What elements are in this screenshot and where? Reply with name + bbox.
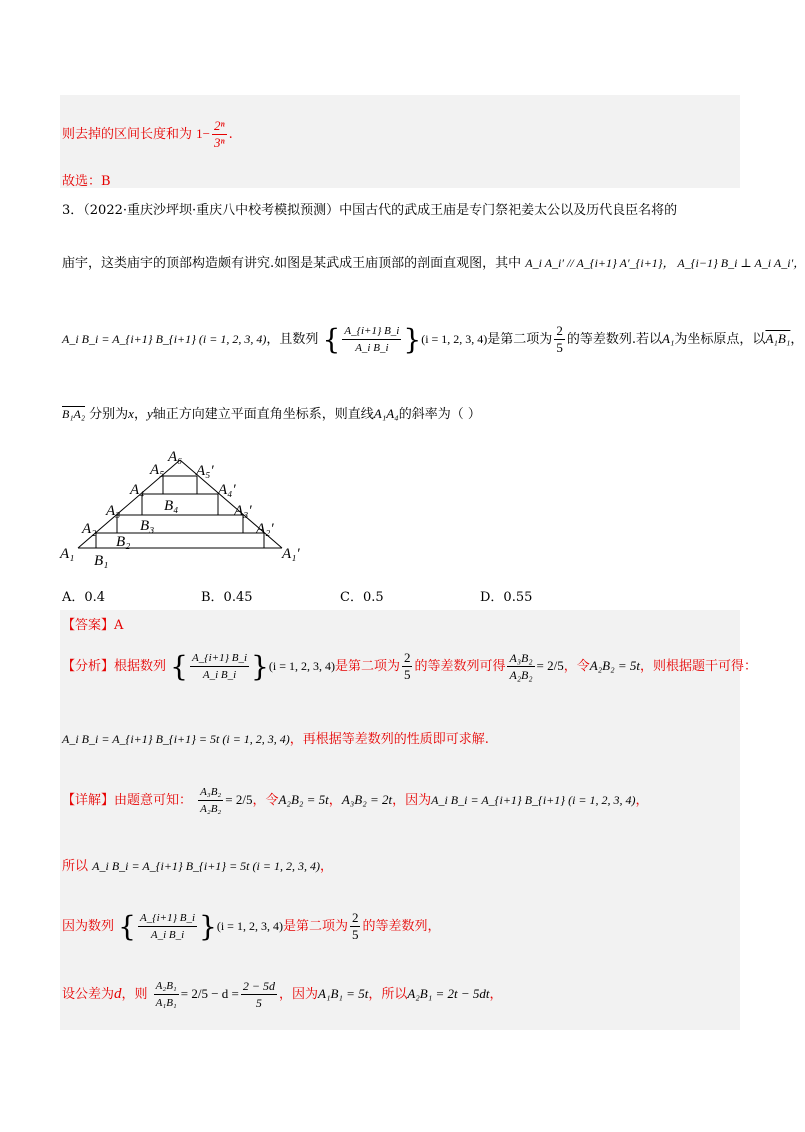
label-a4p: A₄′ [218, 482, 236, 498]
label-b4: B₄ [164, 498, 179, 514]
label-a1p: A₁′ [282, 546, 300, 562]
so-line: 所以 A_i B_i = A_{i+1} B_{i+1} = 5t (i = 1, 2, 3, 4)， [62, 859, 333, 874]
question-line-2: 庙宇，这类庙宇的顶部构造颇有讲究.如图是某武成王庙顶部的剖面直观图，其中 A_i A_i′ // A_{i+1} A′_{i+1}， A_{i−1} B_i ⊥ A_i A_i′， [62, 256, 805, 271]
question-number: 3． [62, 203, 84, 218]
vector-b1a2: B₁A₂ [62, 407, 86, 421]
label-b3: B₃ [140, 518, 155, 534]
question-source: （2022·重庆沙坪坝·重庆八中校考模拟预测） [83, 203, 340, 218]
fraction-two-fifths: $\frac{2}{5}$ [556, 323, 563, 355]
label-a4: A₄ [130, 482, 145, 498]
option-d[interactable]: D．0.55 [480, 590, 533, 605]
label-b2: B₂ [116, 534, 131, 550]
label-a2p: A₂′ [256, 521, 274, 537]
label-a5p: A₅′ [196, 463, 214, 479]
sequence-fraction: $\frac{A\_\{i+1\} B\_i}{\text{A\_i B\_i}}$ [344, 325, 400, 354]
answer-line: 【答案】A [62, 618, 124, 633]
temple-roof-diagram [60, 450, 360, 579]
question-line-4: B₁A₂ 分别为x，y轴正方向建立平面直角坐标系，则直线A₁A₄的斜率为（ ） [62, 406, 481, 422]
option-a[interactable]: A．0.4 [62, 590, 106, 605]
label-a2: A₂ [82, 521, 97, 537]
option-c[interactable]: C．0.5 [340, 590, 384, 605]
fraction-2n-3n: $\frac{\text{2ⁿ}}{\text{3ⁿ}}$ [214, 118, 225, 150]
label-a5: A₅ [150, 462, 165, 478]
label-b1: B₁ [94, 553, 109, 569]
label-a6: A₆ [168, 449, 183, 465]
question-line-3: A_i B_i = A_{i+1} B_{i+1} (i = 1, 2, 3, 4)，且数列 { $\frac{A\_\{i+1\} B\_i}{\text{A\_i B\_i}}$ }(i = 1, 2, 3, 4)是第二项为 $\frac{2}{5}$ 的等差数列.若以A₁为坐标原点，以A₁B₁， [62, 323, 804, 356]
parallel-perp-condition: A_i A_i′ // A_{i+1} A′_{i+1}， A_{i−1} B_i ⊥ A_i A_i′， [525, 256, 805, 270]
removed-length-line: 则去掉的区间长度和为 1− $\frac{\text{2ⁿ}}{\text{3ⁿ}}$ . [62, 118, 233, 150]
vector-a1b1: A₁B₁ [765, 331, 791, 346]
common-difference-line: 设公差为d，则 $\frac{\text{A₂B₁}}{\text{A₁B₁}}$ = 2/5 − d = $\frac{2 - 5d}{5}$ ，因为A₁B₁ = 5t，所以A₂B₁ = 2t − 5dt， [62, 979, 503, 1010]
analysis-line-2: A_i B_i = A_{i+1} B_{i+1} = 5t (i = 1, 2, 3, 4)，再根据等差数列的性质即可求解. [62, 732, 489, 747]
analysis-line: 【分析】根据数列 { $\frac{A\_\{i+1\} B\_i}{\text{A\_i B\_i}}$ }(i = 1, 2, 3, 4)是第二项为 $\frac{2}{5}$ 的等差数列可得 $\frac{\text{A₃B₂}}{\text{A₂B₂}}$ = 2/5，令A₂B₂ = 5t，则根据题干可得： [62, 650, 758, 683]
detail-line: 【详解】由题意可知： $\frac{\text{A₃B₂}}{\text{A₂B₂}}$ = 2/5，令A₂B₂ = 5t，A₃B₂ = 2t，因为A_i B_i = A_{i+1} B_{i+1} (i = 1, 2, 3, 4)， [62, 786, 649, 815]
because-line: 因为数列 { $\frac{A\_\{i+1\} B\_i}{\text{A\_i B\_i}}$ }(i = 1, 2, 3, 4)是第二项为 $\frac{2}{5}$ 的等差数列， [62, 910, 441, 943]
answer-choice-line: 故选：B [62, 174, 111, 189]
label-a1: A₁ [60, 546, 75, 562]
question-line-1: 3．（2022·重庆沙坪坝·重庆八中校考模拟预测）中国古代的武成王庙是专门祭祀姜太公以及历代良臣名将的 [62, 203, 678, 218]
label-a3p: A₃′ [234, 503, 252, 519]
label-a3: A₃ [106, 503, 121, 519]
option-b[interactable]: B．0.45 [201, 590, 253, 605]
